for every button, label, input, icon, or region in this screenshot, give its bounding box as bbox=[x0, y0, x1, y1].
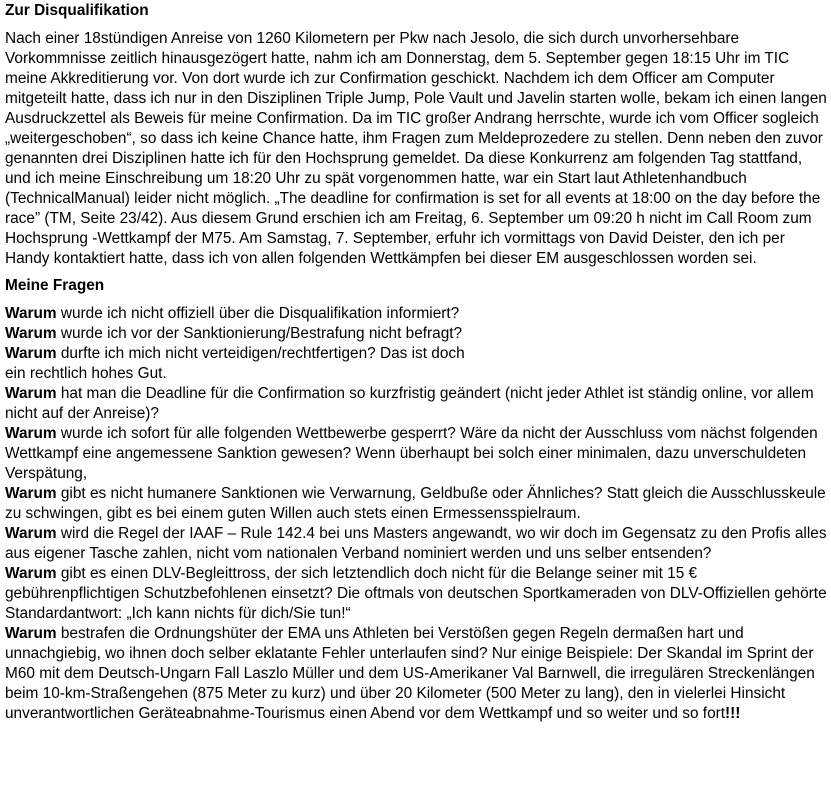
question-text: gibt es nicht humanere Sanktionen wie Verwarnung, Geldbuße oder Ähnliches? Statt gleich die Ausschlusskeule zu schwingen, gibt es bei einem guten Willen auch stets einen Ermessensspielraum. bbox=[5, 485, 826, 522]
question-lead: Warum bbox=[5, 305, 57, 322]
question-item bbox=[5, 384, 827, 424]
question-tail: !!! bbox=[725, 705, 741, 722]
question-item bbox=[5, 304, 827, 324]
question-lead: Warum bbox=[5, 485, 57, 502]
question-item bbox=[5, 424, 827, 484]
question-text: gibt es einen DLV-Begleittross, der sich letztendlich doch nicht für die Belange seiner mit 15 € gebührenpflichtigen Schutzbefohlenen einsetzt? Die oftmals von deutschen Sportkameraden von DLV-Offiziellen gehörte Standardantwort: „Ich kann nichts für dich/Sie tun!“ bbox=[5, 565, 827, 622]
question-text: hat man die Deadline für die Confirmation so kurzfristig geändert (nicht jeder Athlet ist ständig online, vor allem nicht auf der Anreise)? bbox=[5, 385, 814, 422]
question-text: wurde ich nicht offiziell über die Disqualifikation informiert? bbox=[56, 305, 460, 322]
question-item bbox=[5, 484, 827, 524]
question-item bbox=[5, 324, 827, 344]
questions-list bbox=[5, 304, 827, 724]
question-lead: Warum bbox=[5, 565, 57, 582]
question-text: durfte ich mich nicht verteidigen/rechtfertigen? Das ist doch ein rechtlich hohes Gut. bbox=[5, 345, 465, 382]
section-heading-disqualification: Zur Disqualifikation bbox=[5, 2, 149, 19]
question-lead: Warum bbox=[5, 525, 57, 542]
question-text: wird die Regel der IAAF – Rule 142.4 bei uns Masters angewandt, wo wir doch im Gegensatz zu den Profis alles aus eigener Tasche zahlen, nicht vom nationalen Verband nominiert werden und uns selber entsenden? bbox=[5, 525, 827, 562]
question-lead: Warum bbox=[5, 325, 57, 342]
question-text: wurde ich vor der Sanktionierung/Bestrafung nicht befragt? bbox=[56, 325, 463, 342]
question-lead: Warum bbox=[5, 385, 57, 402]
question-lead: Warum bbox=[5, 425, 57, 442]
question-text: wurde ich sofort für alle folgenden Wettbewerbe gesperrt? Wäre da nicht der Ausschluss vom nächst folgenden Wettkampf eine angemessene Sanktion gewesen? Wenn überhaupt bei solch einer minimalen, dazu unverschuldeten Verspätung, bbox=[5, 425, 818, 482]
question-lead: Warum bbox=[5, 345, 57, 362]
question-item bbox=[5, 524, 827, 564]
question-item bbox=[5, 344, 827, 384]
disqualification-paragraph: Nach einer 18stündigen Anreise von 1260 Kilometern per Pkw nach Jesolo, die sich durch unvorhersehbare Vorkommnisse zeitlich hinausgezögert hatte, nahm ich am Donnerstag, dem 5. September gegen 18:15 Uhr im TIC meine Akkreditierung vor. Von dort wurde ich zur Confirmation geschickt. Nachdem ich dem Officer am Computer mitgeteilt hatte, dass ich nur in den Disziplinen Triple Jump, Pole Vault und Javelin starten wolle, bekam ich einen langen Ausdruckzettel als Beweis für meine Confirmation. Da im TIC großer Andrang herrschte, wurde ich vom Officer sogleich „weitergeschoben“, so dass ich keine Chance hatte, ihm Fragen zum Meldeprozedere zu stellen. Denn neben den zuvor genannten drei Disziplinen hatte ich für den Hochsprung gemeldet. Da diese Konkurrenz am folgenden Tag stattfand, und ich meine Einschreibung um 18:20 Uhr zu spät vorgenommen hatte, war ein Start laut Athletenhandbuch (TechnicalManual) leider nicht möglich. „The deadline for confirmation is set for all events at 18:00 on the day before the race” (TM, Seite 23/42). Aus diesem Grund erschien ich am Freitag, 6. September um 09:20 h nicht im Call Room zum Hochsprung -Wettkampf der M75. Am Samstag, 7. September, erfuhr ich vormittags von David Deister, den ich per Handy kontaktiert hatte, dass ich von allen folgenden Wettkämpfen bei dieser EM ausgeschlossen worden sei. bbox=[5, 30, 827, 267]
question-item bbox=[5, 624, 827, 724]
question-text: bestrafen die Ordnungshüter der EMA uns Athleten bei Verstößen gegen Regeln dermaßen hart und unnachgiebig, wo ihnen doch selber eklatante Fehler unterlaufen sind? Nur einige Beispiele: Der Skandal im Sprint der M60 mit dem Deutsch-Ungarn Fall Laszlo Müller und dem US-Amerikaner Val Barnwell, die irregulären Streckenlängen beim 10-km-Straßengehen (875 Meter zu kurz) und über 20 Kilometer (500 Meter zu lang), den in vielerlei Hinsicht unverantwortlichen Geräteabnahme-Tourismus einen Abend vor dem Wettkampf und so weiter und so fort bbox=[5, 625, 815, 722]
section-heading-questions: Meine Fragen bbox=[5, 277, 105, 294]
question-lead: Warum bbox=[5, 625, 57, 642]
question-item bbox=[5, 564, 827, 624]
